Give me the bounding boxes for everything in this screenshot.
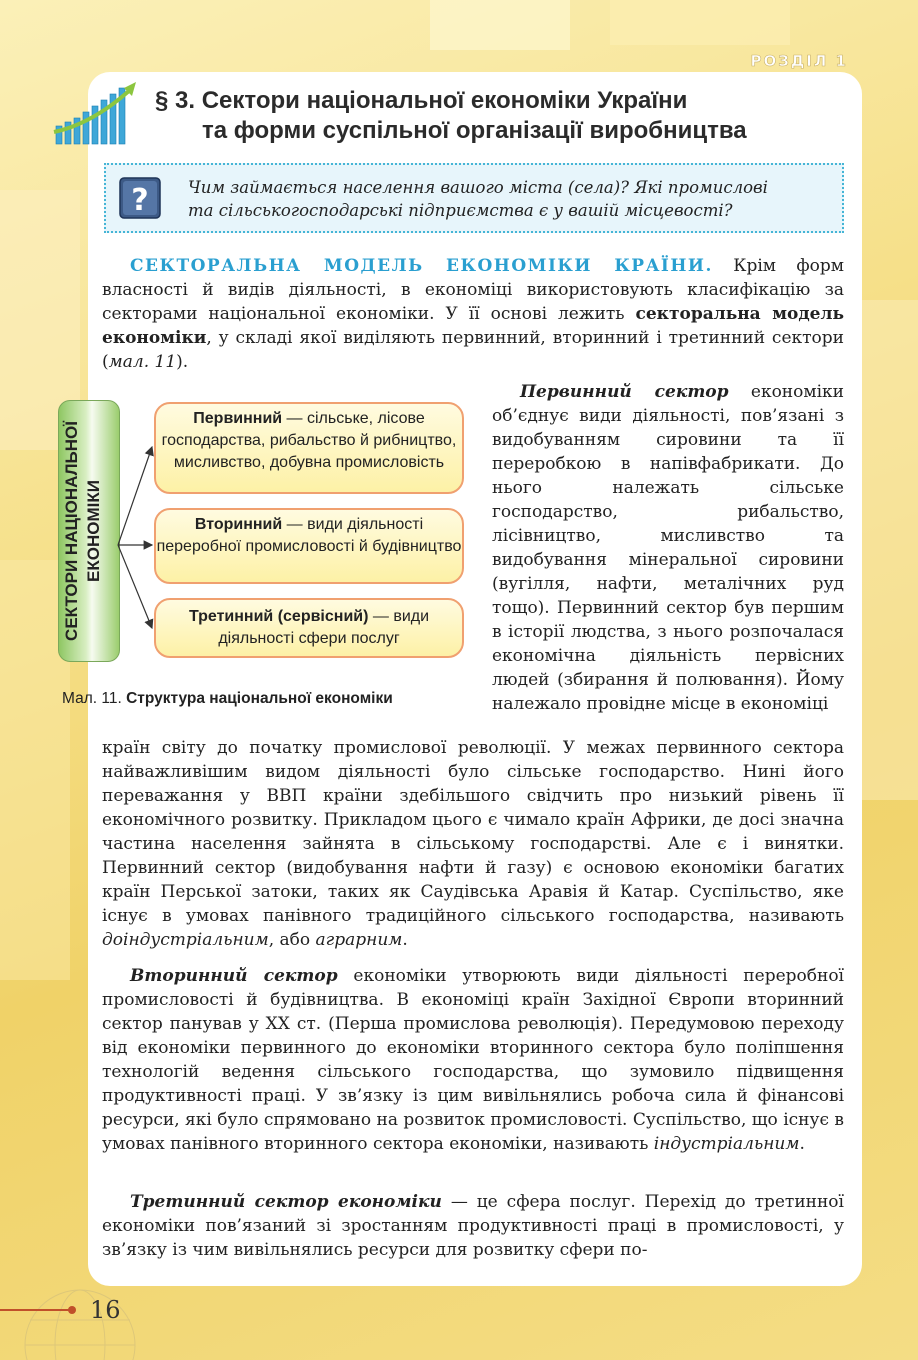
svg-text:?: ? xyxy=(131,183,149,218)
primary-text-1: економіки об’єднує види діяльності, пов’язані з видобуванням сировини та її переробкою в напівфабрикати. До нього належать сільське господарство, рибальство, лісівництво, мисливство та видобування мінеральної сировини (вугілля, нафти, металічних руд тощо). Первинний сектор був першим в історії людства, з нього розпочалася економічна діяльність первісних людей (збирання й полювання). Йому належало провідне місце в економіці xyxy=(492,382,844,714)
title-line-1: § 3. Сектори національної економіки України xyxy=(155,87,688,114)
secondary-text-2: . xyxy=(799,1134,805,1154)
question-text xyxy=(188,176,838,222)
question-line-1: Чим займається населення вашого міста (села)? Які промислові xyxy=(188,178,768,197)
intro-term: секторальна модель економіки xyxy=(102,304,844,348)
question-book-icon xyxy=(117,175,165,221)
tertiary-box-title: Третинний (сервісний) xyxy=(188,608,369,625)
page-title xyxy=(155,86,855,146)
tertiary-sector-box xyxy=(154,598,464,658)
question-line-2: та сільськогосподарські підприємства є у вашій місцевості? xyxy=(188,201,733,220)
secondary-text-1: економіки утворюють види діяльності переробної промисловості й будівництва. В економіці країн Західної Європи вторинний сектор панував у ХХ ст. (Перша промислова революція). Передумовою переходу від економіки первинного до економіки вторинного сектора було поліпшення технологій ведення сільського господарства, що зумовило підвищення продуктивності праці. У зв’язку із цим вивільнялись робоча сила й фінансові ресурси, які було спрямовано на розвиток промисловості. Суспільство, що існує в умовах панівного вторинного сектора економіки, називають xyxy=(102,966,844,1154)
primary-term: Первинний сектор xyxy=(520,382,729,402)
question-box xyxy=(104,163,844,233)
primary-text-2: країн світу до початку промислової революції. У межах первинного сектора найважливішим видом діяльності було сільське господарство. Нині його переважання у ВВП країни здебільшого свідчить про низький рівень її економічного розвитку. Прикладом цього є чимало країн Африки, де досі значна частина населення зайнята в сільському господарстві. Але є і винятки. Первинний сектор (видобування нафти й газу) є основою економіки багатих країн Перської затоки, таких як Саудівська Аравія й Катар. Суспільство, яке існує в умовах панівного традиційного сільського господарства, називають xyxy=(102,738,844,926)
sectors-diagram xyxy=(58,400,478,670)
intro-text-2: , у складі якої виділяють первинний, вторинний і третинний сектори ( xyxy=(102,328,844,372)
figure-caption xyxy=(62,690,393,708)
tertiary-sector-paragraph xyxy=(102,1190,844,1262)
tertiary-box-text: — види діяльності сфери послуг xyxy=(218,608,430,647)
preindustrial-term: доіндустріальним xyxy=(102,930,269,950)
caption-prefix: Мал. 11. xyxy=(62,690,127,707)
section-tag: РОЗДІЛ 1 xyxy=(750,52,848,70)
secondary-sector-box xyxy=(154,508,464,584)
primary-box-text: — сільське, лісове господарства, рибальство й рибництво, мисливство, добувна промисловість xyxy=(161,410,457,471)
growth-chart-icon xyxy=(52,80,142,150)
primary-text-4: . xyxy=(402,930,408,950)
title-line-2: та форми суспільної організації виробництва xyxy=(202,117,747,144)
secondary-term: Вторинний сектор xyxy=(130,966,338,986)
diagram-vertical-label: СЕКТОРИ НАЦІОНАЛЬНОЇ ЕКОНОМІКИ xyxy=(62,421,103,641)
intro-paragraph xyxy=(102,254,844,374)
industrial-term: індустріальним xyxy=(653,1134,800,1154)
agrarian-term: аграрним xyxy=(315,930,403,950)
caption-title: Структура національної економіки xyxy=(126,690,393,707)
tertiary-text-1: — це сфера послуг. Перехід до третинної економіки пов’язаний зі зростанням продуктивності праці в промисловості, у зв’язку із чим вивільнялись ресурси для розвитку сфери по- xyxy=(102,1192,844,1260)
primary-sector-paragraph xyxy=(492,380,844,716)
primary-box-title: Первинний xyxy=(193,410,283,427)
primary-text-3: , або xyxy=(268,930,316,950)
primary-sector-box xyxy=(154,402,464,494)
secondary-box-text: — види діяльності переробної промисловості й будівництво xyxy=(156,516,462,555)
secondary-box-title: Вторинний xyxy=(194,516,283,533)
page-number: 16 xyxy=(90,1296,121,1324)
intro-text-3: ). xyxy=(176,352,189,372)
section-heading: СЕКТОРАЛЬНА МОДЕЛЬ ЕКОНОМІКИ КРАЇНИ. xyxy=(130,256,713,276)
primary-sector-continued xyxy=(102,736,844,952)
tertiary-term: Третинний сектор економіки xyxy=(130,1192,442,1212)
intro-text-1: Крім форм власності й видів діяльності, в економіці використовують класифікацію за секторами національної економіки. У її основі лежить xyxy=(102,256,845,324)
figure-ref: мал. 11 xyxy=(108,352,177,372)
secondary-sector-paragraph xyxy=(102,964,844,1156)
